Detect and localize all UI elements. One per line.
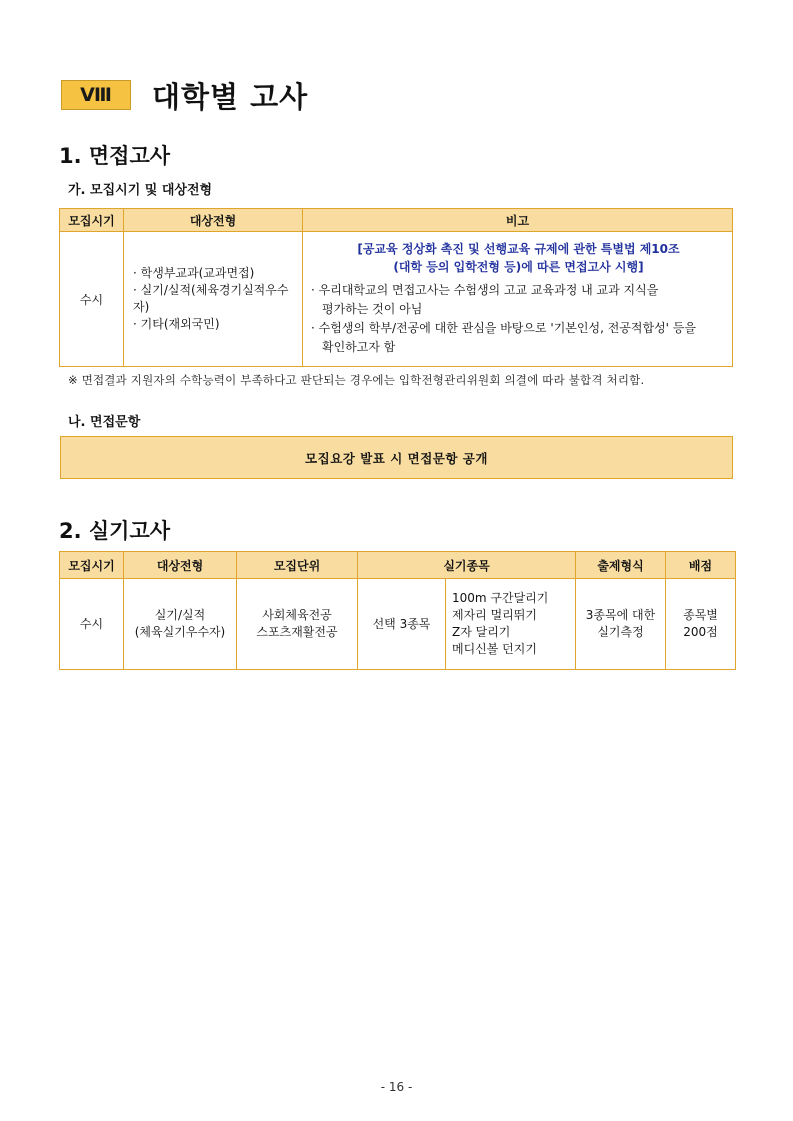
table-header-row — [60, 552, 736, 579]
chapter-badge: Ⅷ — [61, 80, 131, 110]
header-note: 비고 — [303, 209, 733, 232]
subsection-title-period: 가. 모집시기 및 대상전형 — [68, 183, 213, 198]
period-cell: 수시 — [60, 232, 124, 367]
type-cell — [124, 579, 237, 670]
score-line: 종목별 — [683, 608, 718, 622]
section-title-practical: 2. 실기고사 — [59, 519, 171, 543]
header-period: 모집시기 — [60, 552, 124, 579]
type-list-cell — [124, 232, 303, 367]
unit-line: 스포츠재활전공 — [256, 625, 338, 639]
format-line: 3종목에 대한 — [585, 608, 656, 622]
type-line: 실기/실적 — [154, 608, 206, 622]
list-item: · 학생부교과(교과면접) — [133, 266, 255, 280]
note-heading — [311, 240, 726, 276]
header-format: 출제형식 — [576, 552, 666, 579]
score-line: 200점 — [683, 625, 718, 639]
table-header-row — [60, 209, 733, 232]
note-line: 평가하는 것이 아님 — [322, 302, 423, 316]
note-line: · 수험생의 학부/전공에 대한 관심을 바탕으로 '기본인성, 전공적합성' 등을 — [311, 321, 696, 335]
header-type: 대상전형 — [124, 209, 303, 232]
page-number: - 16 - — [380, 1080, 413, 1094]
question-notice-box: 모집요강 발표 시 면접문항 공개 — [60, 436, 733, 479]
header-period: 모집시기 — [60, 209, 124, 232]
interview-table — [59, 208, 733, 367]
note-body — [311, 281, 726, 357]
note-heading-line: (대학 등의 입학전형 등)에 따른 면접고사 시행] — [393, 260, 644, 274]
note-line: · 우리대학교의 면접고사는 수험생의 고교 교육과정 내 교과 지식을 — [311, 283, 659, 297]
list-item: 제자리 멀리뛰기 — [452, 608, 537, 622]
list-item: · 실기/실적(체육경기실적우수자) — [133, 283, 289, 314]
note-cell — [303, 232, 733, 367]
table-row — [60, 579, 736, 670]
choice-cell: 선택 3종목 — [358, 579, 446, 670]
practical-table — [59, 551, 736, 670]
list-item: Z자 달리기 — [452, 625, 511, 639]
score-cell — [666, 579, 736, 670]
unit-cell — [237, 579, 358, 670]
unit-line: 사회체육전공 — [262, 608, 332, 622]
note-heading-line: [공교육 정상화 촉진 및 선행교육 규제에 관한 특별법 제10조 — [357, 242, 680, 256]
header-type: 대상전형 — [124, 552, 237, 579]
format-line: 실기측정 — [597, 625, 644, 639]
table-row — [60, 232, 733, 367]
type-line: (체육실기우수자) — [134, 625, 226, 639]
subsection-title-questions: 나. 면접문항 — [68, 415, 141, 430]
section-title-interview: 1. 면접고사 — [59, 144, 171, 168]
chapter-title: 대학별 고사 — [152, 80, 309, 114]
period-cell: 수시 — [60, 579, 124, 670]
list-item: 메디신볼 던지기 — [452, 642, 537, 656]
footnote: ※ 면접결과 지원자의 수학능력이 부족하다고 판단되는 경우에는 입학전형관리위원회 의결에 따라 불합격 처리함. — [68, 373, 645, 387]
events-cell — [446, 579, 576, 670]
list-item: · 기타(재외국민) — [133, 317, 220, 331]
header-events: 실기종목 — [358, 552, 576, 579]
header-unit: 모집단위 — [237, 552, 358, 579]
note-line: 확인하고자 함 — [322, 340, 396, 354]
header-score: 배점 — [666, 552, 736, 579]
list-item: 100m 구간달리기 — [452, 591, 549, 605]
format-cell — [576, 579, 666, 670]
